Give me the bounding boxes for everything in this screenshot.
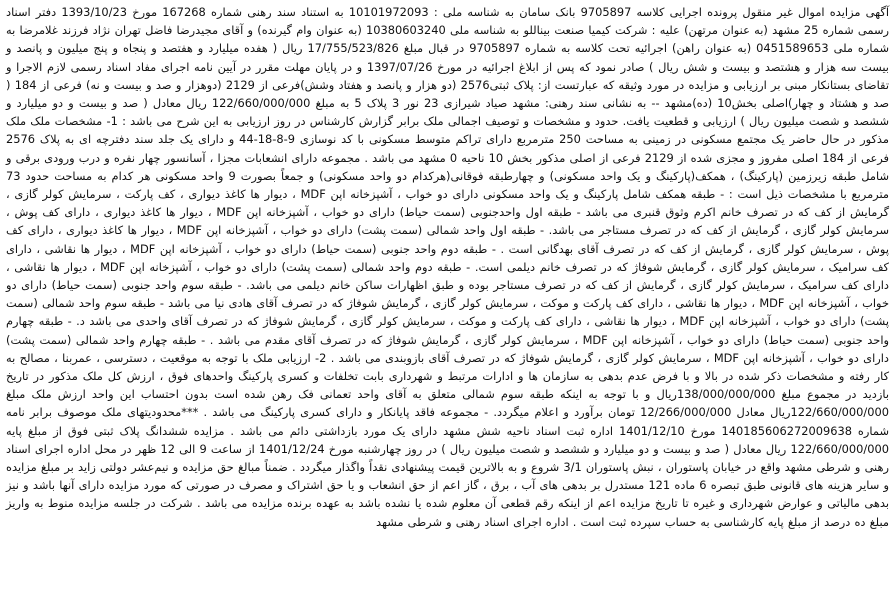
notice-body-text: آگهی مزایده اموال غیر منقول پرونده اجرایی کلاسه 9705897 بانک سامان به شناسه ملی : 10101972093 به استناد سند رهنی شماره 167268 مورخ 1393/10/23 دفتر اسناد رسمی شماره 25 مشهد (به عنوان مرتهن) علیه : شرکت کیمیا صنعت بیناللو به شناسه ملی 10380603240 (به عنوان وام گیرنده) و آقای مجیدرضا فاضل تهران نژاد فرزند غلامرضا به شماره ملی 0451589653 (به عنوان راهن) اجرائیه تحت کلاسه به شماره 9705897 در قبال مبلغ 17/755/523/826 ریال ( هفده میلیارد و هفتصد و پنجاه و پنج میلیون و پانصد و بیست سه هزار و هشتصد و بیست و شش ریال ) صادر نمود که پس از ابلاغ اجرائیه در مورخ 1397/07/26 و در پایان مهلت مقرر در آیین نامه اجرای مفاد اسناد رسمی لازم الاجرا و تقاضای بستانکار مبنی بر ارزیابی و مزایده در مورد وثیقه که عبارتست از: پلاک ثبتی2576 (دو هزار و پانصد و هفتاد وشش)فرعی از 2129 (دوهزار و صد و بیست و نه) فرعی از 184 ( صد و هشتاد و چهار)اصلی بخش10 (ده)مشهد -- به نشانی سند رهنی: مشهد صیاد شیرازی 23 نور 3 پلاک 5 به مبلغ 122/660/000/000 ریال معادل ( صد و بیست و دو میلیارد و ششصد و شصت میلیون ریال ) ارزیابی و قطعیت یافت. حدود و مشخصات و توصیف اجمالی ملک برابر گزارش کارشناس در روز ارزیابی به این شرح می باشد : 1- مشخصات ملک ملک مذکور در حال حاضر یک مجتمع مسکونی در زمینی به مساحت 250 مترمربع دارای تراکم متوسط مسکونی با کد نوسازی 9-8-18-44 و دارای یک جلد سند دفترچه ای به پلاک 2576 فرعی از 184 اصلی مفروز و مجزی شده از 2129 فرعی از اصلی مذکور بخش 10 ناحیه 0 مشهد می باشد . مجموعه دارای انشعابات مجزا ، آسانسور چهار نفره و درب ورودی برقی و شامل طبقه زیرزمین (پارکینگ) ، همکف(پارکینگ و یک واحد مسکونی) و چهارطبقه فوقانی(هرکدام دو واحد مسکونی) و جمعاً بصورت 9 واحد مسکونی هر کدام به مساحت حدود 73 مترمربع با مشخصات ذیل است : - طبقه همکف شامل پارکینگ و یک واحد مسکونی دارای دو خواب ، آشپزخانه اپن MDF ، دیوار ها کاغذ دیواری ، کف پارکت ، سرمایش کولر گازی ، گرمایش از کف که در تصرف خانم اکرم وثوق قنبری می باشد - طبقه اول واحدجنوبی (سمت حیاط) دارای دو خواب ، آشپزخانه اپن MDF ، دیوار ها کاغذ دیواری ، دارای کف پوش ، سرمایش کولر گازی ، گرمایش از کف که در تصرف مستاجر می باشد. - طبقه اول واحد شمالی (سمت پشت) دارای دو خواب ، آشپزخانه اپن MDF ، دیوار ها کاغذ دیواری ، دارای کف پوش ، سرمایش کولر گازی ، گرمایش از کف که در تصرف آقای بهدگانی است . - طبقه دوم واحد جنوبی (سمت حیاط) دارای دو خواب ، آشپزخانه اپن MDF ، دیوار ها نقاشی ، دارای کف سرامیک ، سرمایش کولر گازی ، گرمایش شوفاژ که در تصرف خانم دیلمی است. - طبقه دوم واحد شمالی (سمت پشت) دارای دو خواب ، آشپزخانه اپن MDF ، دیوار ها نقاشی ، دارای کف سرامیک ، سرمایش کولر گازی ، گرمایش از کف که در تصرف مستاجر بوده و طبق اظهارات ساکن خانم دیلمی می باشد. - طبقه سوم واحد جنوبی (سمت حیاط) دارای دو خواب ، آشپزخانه اپن MDF ، دیوار ها نقاشی ، دارای کف پارکت و موکت ، سرمایش کولر گازی ، گرمایش شوفاژ که در تصرف آقای هادی نیا می باشد - طبقه سوم واحد شمالی (سمت پشت) دارای دو خواب ، آشپزخانه اپن MDF ، دیوار ها نقاشی ، دارای کف پارکت و موکت ، سرمایش کولر گازی ، گرمایش شوفاژ که در تصرف آقای واحدی می باشد د. - طبقه چهارم واحد جنوبی (سمت حیاط) دارای دو خواب ، آشپزخانه اپن MDF ، سرمایش کولر گازی ، گرمایش شوفاژ که در تصرف آقای مقدم می باشد . - طبقه چهارم واحد شمالی (سمت پشت) دارای دو خواب ، آشپزخانه اپن MDF ، سرمایش کولر گازی ، گرمایش شوفاژ که در تصرف آقای بازوبندی می باشد . 2- ارزیابی ملک با توجه به موقعیت ، دسترسی ، عمربنا ، مصالح به کار رفته و مشخصات ذکر شده در بالا و با فرض عدم بدهی به سازمان ها و ادارات مرتبط و شهرداری بابت تخلفات و کسری پارکینگ واحدهای فوق ، ارزش کل ملک مذکور در تاریخ بازدید در مجموع مبلغ 138/000/000/000ریال و با توجه به اینکه طبقه سوم شمالی متعلق به آقای واحد تعمانی فک رهن شده است بدون احتساب این واحد ارزش ملک مبلغ 122/660/000/000ریال معادل 12/266/000/000 تومان برآورد و اعلام میگردد. - مجموعه فاقد پایانکار و دارای کسری پارکینگ می باشد . ***محدودیتهای ملک موصوف برابر نامه شماره 140185606272009638 مورخ 1401/12/10 اداره ثبت اسناد ناحیه شش مشهد دارای یک مورد بازداشتی دائم می باشد . مزایده ششدانگ پلاک ثبتی فوق از مبلغ پایه 122/660/000/000 ریال معادل ( صد و بیست و دو میلیارد و ششصد و شصت میلیون ریال ) در روز چهارشنبه مورخ 1401/12/24 از ساعت 9 الی 12 ظهر در محل اداره اجرای اسناد رهنی و شرطی مشهد واقع در خیابان پاستوران ، نبش پاستوران 3/1 شروع و به بالاترین قیمت پیشنهادی نقداً واگذار میگردد . ضمناً مبالغ حق مزایده و نیم‌عشر دولتی زاید بر مبلغ مزایده و سایر هزینه های قانونی طبق تبصره 6 ماده 121 مستدرل بر بدهی های آب ، برق ، گاز اعم از حق انشعاب و یا حق اشتراک و مصرف در صورتی که مورد مزایده دارای آنها باشد و نیز بدهی مالیاتی و عوارض شهرداری و غیره تا تاریخ مزایده اعم از اینکه رقم قطعی آن معلوم شده یا نشده باشد به عهده برنده مزایده می باشد . شرکت در جلسه مزایده منوط به واریز مبلغ ده درصد از مبلغ پایه کارشناسی به حساب سپرده ثبت است . اداره اجرای اسناد رهنی و شرطی مشهد <box>6 5 890 529</box>
